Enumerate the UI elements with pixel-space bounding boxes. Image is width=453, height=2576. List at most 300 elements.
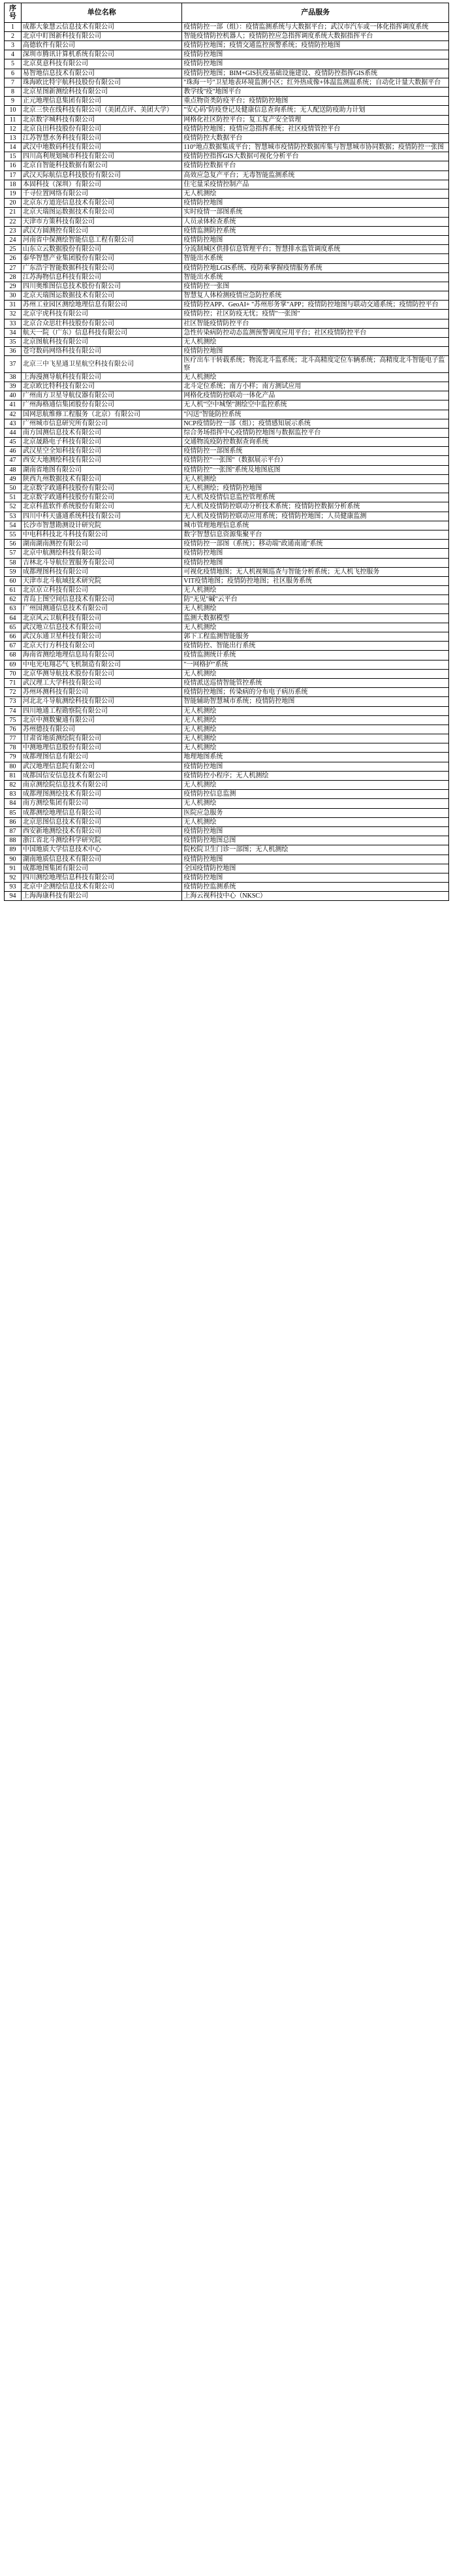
cell-product-service: 网格化社区防控平台；复工复产安全管理 bbox=[182, 115, 449, 124]
table-row bbox=[5, 642, 449, 651]
cell-index: 33 bbox=[5, 319, 22, 328]
table-row bbox=[5, 493, 449, 502]
table-row bbox=[5, 651, 449, 660]
cell-index: 23 bbox=[5, 226, 22, 235]
table-row bbox=[5, 604, 449, 613]
table-row bbox=[5, 235, 449, 244]
cell-index: 13 bbox=[5, 133, 22, 142]
table-row bbox=[5, 883, 449, 892]
cell-org-name: 河南省中保测绘智能信息工程有限公司 bbox=[22, 235, 182, 244]
cell-index: 76 bbox=[5, 725, 22, 734]
cell-product-service: 疫情防控小程序；无人机测绘 bbox=[182, 771, 449, 780]
table-row bbox=[5, 31, 449, 41]
table-row bbox=[5, 272, 449, 282]
cell-product-service: 郭下工程监测智能服务 bbox=[182, 632, 449, 642]
cell-product-service: 全国疫情防控地图 bbox=[182, 864, 449, 873]
cell-org-name: 四川中科天盛通系统科技有限公司 bbox=[22, 512, 182, 521]
cell-org-name: 中国地质大学信息技术中心 bbox=[22, 845, 182, 855]
table-row bbox=[5, 338, 449, 347]
cell-index: 17 bbox=[5, 171, 22, 180]
table-row bbox=[5, 892, 449, 901]
cell-product-service: 智能出水系统 bbox=[182, 272, 449, 282]
table-row bbox=[5, 263, 449, 272]
cell-org-name: 广州海格通信集团股份有限公司 bbox=[22, 400, 182, 410]
cell-product-service: 疫情防控地图 bbox=[182, 549, 449, 558]
table-row bbox=[5, 59, 449, 69]
cell-product-service: 院校院卫生门诊一部图；无人机测绘 bbox=[182, 845, 449, 855]
cell-org-name: 北京晟路电子科技有限公司 bbox=[22, 438, 182, 447]
cell-org-name: 成都国信安信息技术有限公司 bbox=[22, 771, 182, 780]
cell-product-service: 地理地图系统 bbox=[182, 753, 449, 762]
cell-index: 15 bbox=[5, 152, 22, 161]
cell-org-name: 北京京立科技有限公司 bbox=[22, 586, 182, 595]
table-row bbox=[5, 743, 449, 753]
table-row bbox=[5, 567, 449, 576]
cell-product-service: 疫情防控信息监测 bbox=[182, 790, 449, 799]
cell-org-name: 国网思航维修工程服务（北京）有限公司 bbox=[22, 410, 182, 419]
cell-product-service: 疫情防控地图；疫情交通监控预警系统；疫情防控地图 bbox=[182, 41, 449, 50]
table-row bbox=[5, 400, 449, 410]
cell-product-service: 无人机测绘 bbox=[182, 799, 449, 808]
cell-index: 65 bbox=[5, 623, 22, 632]
cell-index: 77 bbox=[5, 734, 22, 743]
cell-org-name: 南方测绘集团有限公司 bbox=[22, 799, 182, 808]
table-row bbox=[5, 106, 449, 115]
cell-index: 82 bbox=[5, 781, 22, 790]
table-row bbox=[5, 161, 449, 171]
cell-product-service: 疫情防控地图 bbox=[182, 50, 449, 59]
cell-product-service: 无人机测绘 bbox=[182, 781, 449, 790]
cell-index: 46 bbox=[5, 447, 22, 456]
cell-org-name: 广州南方卫星导航仪器有限公司 bbox=[22, 391, 182, 400]
cell-org-name: 北京数字城科技有限公司 bbox=[22, 115, 182, 124]
cell-product-service: 110°地点数据集成平台；智慧城市疫情防控数据库集与智慧城市协同数据；疫情防控一张图 bbox=[182, 143, 449, 152]
cell-org-name: 中测地理信息股份有限公司 bbox=[22, 743, 182, 753]
cell-product-service: 疫情防控地图总图 bbox=[182, 836, 449, 845]
table-row bbox=[5, 301, 449, 310]
cell-product-service: 无人机测绘 bbox=[182, 474, 449, 483]
table-row bbox=[5, 799, 449, 808]
cell-product-service: 疫情防控；社区防疫无忧；疫情"一张图" bbox=[182, 310, 449, 319]
cell-index: 26 bbox=[5, 254, 22, 263]
cell-product-service: 高效应急复产平台；无毒智能监测系统 bbox=[182, 171, 449, 180]
cell-product-service: 人员录体检查系统 bbox=[182, 217, 449, 226]
cell-index: 4 bbox=[5, 50, 22, 59]
table-row bbox=[5, 725, 449, 734]
cell-index: 89 bbox=[5, 845, 22, 855]
table-row bbox=[5, 688, 449, 697]
table-row bbox=[5, 41, 449, 50]
cell-org-name: 北京思图信息技术有限公司 bbox=[22, 817, 182, 826]
cell-index: 90 bbox=[5, 855, 22, 864]
cell-product-service: 疫情防控地图；疫情应急指挥系统；社区疫情管控平台 bbox=[182, 124, 449, 133]
table-row bbox=[5, 762, 449, 771]
cell-product-service: 疫情防控大数据平台 bbox=[182, 133, 449, 142]
cell-product-service: 无人机测绘 bbox=[182, 372, 449, 382]
table-body bbox=[5, 22, 449, 901]
cell-product-service: VIT疫情地图；疫情防控地图；社区服务系统 bbox=[182, 576, 449, 585]
table-row bbox=[5, 347, 449, 356]
table-row bbox=[5, 753, 449, 762]
cell-org-name: 广东浩宇智能数据科技有限公司 bbox=[22, 263, 182, 272]
cell-index: 30 bbox=[5, 291, 22, 301]
cell-product-service: 疫情防控指挥GIS大数据可视化分析平台 bbox=[182, 152, 449, 161]
cell-index: 10 bbox=[5, 106, 22, 115]
table-header-row bbox=[5, 3, 449, 23]
cell-index: 73 bbox=[5, 697, 22, 706]
table-row bbox=[5, 97, 449, 106]
cell-product-service: 交通物流疫防控数据查询系统 bbox=[182, 438, 449, 447]
cell-product-service: 疫情防控地图 bbox=[182, 855, 449, 864]
cell-index: 48 bbox=[5, 465, 22, 474]
cell-index: 51 bbox=[5, 493, 22, 502]
cell-product-service: 可视化疫情地图；无人机视频巡查与智能分析系统；无人机飞控服务 bbox=[182, 567, 449, 576]
cell-org-name: 北京数字政通科技股份有限公司 bbox=[22, 484, 182, 493]
cell-org-name: 吉林北斗导航位置服务有限公司 bbox=[22, 558, 182, 567]
column-header-org: 单位名称 bbox=[22, 3, 182, 23]
cell-product-service: 城市管理地理信息系统 bbox=[182, 521, 449, 530]
cell-index: 19 bbox=[5, 189, 22, 199]
cell-product-service: 无人机测绘 bbox=[182, 734, 449, 743]
cell-org-name: 天津市北斗航域技术研究院 bbox=[22, 576, 182, 585]
cell-index: 84 bbox=[5, 799, 22, 808]
cell-product-service: 无人机测绘 bbox=[182, 725, 449, 734]
cell-product-service: 疫情防控APP、GeoAI+ "苏州形务掌"APP；疫情防控地图与联动交通系统；疫情防控平台 bbox=[182, 301, 449, 310]
table-row bbox=[5, 254, 449, 263]
cell-index: 39 bbox=[5, 382, 22, 391]
cell-product-service: 无人机测绘 bbox=[182, 586, 449, 595]
cell-product-service: 重点物资类防疫平台；疫情防控地图 bbox=[182, 97, 449, 106]
cell-org-name: 陕西九州数据技术有限公司 bbox=[22, 474, 182, 483]
cell-index: 59 bbox=[5, 567, 22, 576]
table-row bbox=[5, 245, 449, 254]
cell-product-service: 无人机测绘 bbox=[182, 743, 449, 753]
cell-index: 56 bbox=[5, 540, 22, 549]
table-row bbox=[5, 474, 449, 483]
table-row bbox=[5, 382, 449, 391]
cell-index: 50 bbox=[5, 484, 22, 493]
cell-org-name: 河北北斗导航测绘科技有限公司 bbox=[22, 697, 182, 706]
cell-org-name: 成都理图科技有限公司 bbox=[22, 567, 182, 576]
table-row bbox=[5, 558, 449, 567]
table-row bbox=[5, 576, 449, 585]
table-row bbox=[5, 199, 449, 208]
cell-index: 49 bbox=[5, 474, 22, 483]
cell-org-name: 西安大地测绘科技有限公司 bbox=[22, 456, 182, 465]
cell-index: 2 bbox=[5, 31, 22, 41]
cell-index: 12 bbox=[5, 124, 22, 133]
table-row bbox=[5, 428, 449, 437]
cell-index: 60 bbox=[5, 576, 22, 585]
cell-product-service: 无人机测绘 bbox=[182, 338, 449, 347]
cell-org-name: 西安新地测绘技术有限公司 bbox=[22, 826, 182, 836]
cell-index: 45 bbox=[5, 438, 22, 447]
cell-product-service: 上海云视科技中心（NKSC） bbox=[182, 892, 449, 901]
cell-index: 34 bbox=[5, 328, 22, 337]
cell-product-service: 疫情派送巡情智能管控系统 bbox=[182, 678, 449, 687]
cell-index: 91 bbox=[5, 864, 22, 873]
cell-product-service: 防"无见"碱"云平台 bbox=[182, 595, 449, 604]
cell-product-service: 疫情防控一张图 bbox=[182, 282, 449, 291]
cell-org-name: 上海漫测导航科技有限公司 bbox=[22, 372, 182, 382]
cell-product-service: NCP疫情防控一部（组）；疫情感知展示系统 bbox=[182, 419, 449, 428]
table-row bbox=[5, 632, 449, 642]
cell-org-name: 浙江省北斗测绘科学研究院 bbox=[22, 836, 182, 845]
table-row bbox=[5, 873, 449, 882]
column-header-index: 序号 bbox=[5, 3, 22, 23]
cell-product-service: 疫情防控一部（组）：疫情监测系统与大数据平台；武汉市汽车或一体化指挥调度系统 bbox=[182, 22, 449, 31]
document-sheet bbox=[0, 0, 453, 905]
cell-product-service: 智能疫情防控机器人；疫情防控应急指挥调度系统大数据指挥平台 bbox=[182, 31, 449, 41]
cell-index: 36 bbox=[5, 347, 22, 356]
table-row bbox=[5, 623, 449, 632]
cell-org-name: 武汉星空全知科技有限公司 bbox=[22, 447, 182, 456]
table-row bbox=[5, 530, 449, 539]
cell-index: 71 bbox=[5, 678, 22, 687]
cell-org-name: 北京数字政通科技股份有限公司 bbox=[22, 493, 182, 502]
table-row bbox=[5, 180, 449, 189]
table-row bbox=[5, 391, 449, 400]
cell-org-name: 武汉地立信息技术有限公司 bbox=[22, 623, 182, 632]
cell-index: 40 bbox=[5, 391, 22, 400]
cell-product-service: 疫情防控地图 bbox=[182, 873, 449, 882]
cell-index: 32 bbox=[5, 310, 22, 319]
table-row bbox=[5, 771, 449, 780]
table-row bbox=[5, 715, 449, 725]
column-header-product: 产品服务 bbox=[182, 3, 449, 23]
cell-index: 37 bbox=[5, 356, 22, 372]
cell-product-service: 疫情防控一部图系统 bbox=[182, 447, 449, 456]
cell-org-name: 武汉天际航信息科技股份有限公司 bbox=[22, 171, 182, 180]
cell-index: 92 bbox=[5, 873, 22, 882]
cell-product-service: 数字智慧信息资源集聚平台 bbox=[182, 530, 449, 539]
cell-org-name: 北京中测数聚通有限公司 bbox=[22, 715, 182, 725]
cell-org-name: 北京莫意科技有限公司 bbox=[22, 59, 182, 69]
cell-org-name: 北京东方道迩信息技术有限公司 bbox=[22, 199, 182, 208]
cell-org-name: 深圳市腾讯计算机系统有限公司 bbox=[22, 50, 182, 59]
cell-index: 21 bbox=[5, 208, 22, 217]
table-row bbox=[5, 484, 449, 493]
cell-org-name: 武汉地理信息院有限公司 bbox=[22, 762, 182, 771]
cell-index: 75 bbox=[5, 715, 22, 725]
cell-org-name: 泰华智慧产业集团股份有限公司 bbox=[22, 254, 182, 263]
cell-product-service: 智能出水系统 bbox=[182, 254, 449, 263]
cell-org-name: 北京风云卫航科技有限公司 bbox=[22, 613, 182, 623]
table-row bbox=[5, 817, 449, 826]
cell-product-service: 实时疫情一部图系统 bbox=[182, 208, 449, 217]
cell-org-name: 成都地图集团有限公司 bbox=[22, 864, 182, 873]
cell-index: 62 bbox=[5, 595, 22, 604]
table-row bbox=[5, 226, 449, 235]
table-row bbox=[5, 208, 449, 217]
cell-product-service: 疫情防控监测系统 bbox=[182, 883, 449, 892]
cell-product-service: 疫情防控地图 bbox=[182, 826, 449, 836]
cell-org-name: 广州国测通信息技术有限公司 bbox=[22, 604, 182, 613]
cell-org-name: 本固科技（深圳）有限公司 bbox=[22, 180, 182, 189]
cell-index: 94 bbox=[5, 892, 22, 901]
cell-product-service: 疫情监测统计系统 bbox=[182, 651, 449, 660]
cell-product-service: "珠海一号"卫星地表环境监测小区；红外热成像+体温监测温系统；自动化计量大数据平台 bbox=[182, 78, 449, 87]
cell-org-name: 北京图航科技有限公司 bbox=[22, 338, 182, 347]
table-row bbox=[5, 356, 449, 372]
cell-org-name: 江苏智慧水务科技有限公司 bbox=[22, 133, 182, 142]
cell-product-service: 疫情防控地图 bbox=[182, 199, 449, 208]
table-row bbox=[5, 706, 449, 715]
cell-org-name: 中电光电翔芯气飞机制造有限公司 bbox=[22, 660, 182, 669]
cell-index: 66 bbox=[5, 632, 22, 642]
table-row bbox=[5, 419, 449, 428]
cell-product-service: 疫情防控数据平台 bbox=[182, 161, 449, 171]
cell-index: 70 bbox=[5, 669, 22, 678]
cell-product-service: 急性传染病防控动态监测预警调度应用平台；社区疫情防控平台 bbox=[182, 328, 449, 337]
cell-product-service: 社区智能疫情防控平台 bbox=[182, 319, 449, 328]
table-row bbox=[5, 22, 449, 31]
cell-org-name: 北京合众思壮科技股份有限公司 bbox=[22, 319, 182, 328]
cell-index: 3 bbox=[5, 41, 22, 50]
cell-product-service: 疫情防控一部图（系统）；移动端"政通南通"系统 bbox=[182, 540, 449, 549]
table-row bbox=[5, 69, 449, 78]
cell-product-service: 无人机测绘 bbox=[182, 715, 449, 725]
table-row bbox=[5, 133, 449, 142]
cell-org-name: 中电科科技北斗科技有限公司 bbox=[22, 530, 182, 539]
cell-index: 24 bbox=[5, 235, 22, 244]
cell-org-name: 苍穹数码网络科技有限公司 bbox=[22, 347, 182, 356]
table-row bbox=[5, 697, 449, 706]
cell-product-service: 分流制城区供排信息管理平台；智慧排水监管调度系统 bbox=[182, 245, 449, 254]
table-row bbox=[5, 87, 449, 96]
cell-index: 67 bbox=[5, 642, 22, 651]
cell-index: 29 bbox=[5, 282, 22, 291]
table-row bbox=[5, 115, 449, 124]
cell-org-name: 成都理图测绘技术有限公司 bbox=[22, 790, 182, 799]
cell-org-name: 北京欧比特科技有限公司 bbox=[22, 382, 182, 391]
cell-product-service: 无人机及疫情信息监控管理系统 bbox=[182, 493, 449, 502]
cell-product-service: 智能辅助智慧城市系统；疫情防控地图 bbox=[182, 697, 449, 706]
table-row bbox=[5, 521, 449, 530]
cell-index: 16 bbox=[5, 161, 22, 171]
cell-org-name: 苏州德技有限公司 bbox=[22, 725, 182, 734]
cell-index: 1 bbox=[5, 22, 22, 31]
table-row bbox=[5, 586, 449, 595]
cell-index: 38 bbox=[5, 372, 22, 382]
cell-product-service: 住宅量采疫情控制产品 bbox=[182, 180, 449, 189]
table-row bbox=[5, 512, 449, 521]
cell-org-name: 苏州环测科技有限公司 bbox=[22, 688, 182, 697]
table-row bbox=[5, 372, 449, 382]
table-row bbox=[5, 855, 449, 864]
table-row bbox=[5, 549, 449, 558]
cell-org-name: 北京中航测绘科技有限公司 bbox=[22, 549, 182, 558]
cell-index: 8 bbox=[5, 87, 22, 96]
cell-index: 52 bbox=[5, 502, 22, 512]
cell-org-name: 山东立云数据股份有限公司 bbox=[22, 245, 182, 254]
cell-index: 42 bbox=[5, 410, 22, 419]
cell-product-service: 疫情防控地图 bbox=[182, 235, 449, 244]
table-row bbox=[5, 836, 449, 845]
cell-index: 78 bbox=[5, 743, 22, 753]
cell-index: 86 bbox=[5, 817, 22, 826]
table-row bbox=[5, 864, 449, 873]
table-row bbox=[5, 291, 449, 301]
cell-index: 25 bbox=[5, 245, 22, 254]
cell-org-name: 湖南湖南测控有限公司 bbox=[22, 540, 182, 549]
table-row bbox=[5, 678, 449, 687]
cell-org-name: 北京自智能科技数据有限公司 bbox=[22, 161, 182, 171]
cell-product-service: 疫情监测防控系统 bbox=[182, 226, 449, 235]
cell-index: 22 bbox=[5, 217, 22, 226]
cell-org-name: 北京天行方科技有限公司 bbox=[22, 642, 182, 651]
table-row bbox=[5, 217, 449, 226]
table-row bbox=[5, 669, 449, 678]
cell-product-service: 教学线"疫"地图平台 bbox=[182, 87, 449, 96]
cell-org-name: 武汉方圆测控有限公司 bbox=[22, 226, 182, 235]
cell-org-name: 四川测绘地理信息科技有限公司 bbox=[22, 873, 182, 882]
cell-org-name: 湖南地质信息技术有限公司 bbox=[22, 855, 182, 864]
cell-org-name: 海南省测绘地理信息局有限公司 bbox=[22, 651, 182, 660]
cell-product-service: 疫情防控"一张图"（数据展示平台） bbox=[182, 456, 449, 465]
cell-index: 81 bbox=[5, 771, 22, 780]
table-row bbox=[5, 189, 449, 199]
cell-index: 44 bbox=[5, 428, 22, 437]
table-row bbox=[5, 447, 449, 456]
table-row bbox=[5, 50, 449, 59]
cell-product-service: 疫情防控地图 bbox=[182, 59, 449, 69]
cell-product-service: 无人机测绘；疫情防控地图 bbox=[182, 484, 449, 493]
table-row bbox=[5, 171, 449, 180]
cell-index: 74 bbox=[5, 706, 22, 715]
table-row bbox=[5, 845, 449, 855]
cell-index: 35 bbox=[5, 338, 22, 347]
cell-product-service: 无人机测绘 bbox=[182, 604, 449, 613]
cell-index: 72 bbox=[5, 688, 22, 697]
table-row bbox=[5, 781, 449, 790]
table-row bbox=[5, 438, 449, 447]
cell-index: 11 bbox=[5, 115, 22, 124]
table-row bbox=[5, 613, 449, 623]
table-row bbox=[5, 595, 449, 604]
cell-product-service: 监测大数据模型 bbox=[182, 613, 449, 623]
cell-product-service: 无人机及疫情防控联动分析技术系统；疫情防控数据分析系统 bbox=[182, 502, 449, 512]
table-row bbox=[5, 465, 449, 474]
cell-org-name: 四川奥维图信息技术股份有限公司 bbox=[22, 282, 182, 291]
cell-index: 43 bbox=[5, 419, 22, 428]
cell-product-service: 无人机测绘 bbox=[182, 669, 449, 678]
table-row bbox=[5, 456, 449, 465]
cell-product-service: "一网格护"系统 bbox=[182, 660, 449, 669]
cell-org-name: 北京天瑞图运数据技术有限公司 bbox=[22, 208, 182, 217]
cell-index: 53 bbox=[5, 512, 22, 521]
table-row bbox=[5, 826, 449, 836]
table-row bbox=[5, 790, 449, 799]
cell-index: 28 bbox=[5, 272, 22, 282]
cell-product-service: "闪送"智能防控系统 bbox=[182, 410, 449, 419]
cell-index: 85 bbox=[5, 808, 22, 817]
table-row bbox=[5, 152, 449, 161]
cell-index: 5 bbox=[5, 59, 22, 69]
cell-product-service: "安心码"防疫登记及健康信息查询系统；无人配送防疫助力计划 bbox=[182, 106, 449, 115]
cell-product-service: 无人机测绘 bbox=[182, 189, 449, 199]
cell-product-service: 疫情防控地图 bbox=[182, 558, 449, 567]
cell-product-service: 疫情防控地图 bbox=[182, 347, 449, 356]
cell-product-service: 无人机测绘 bbox=[182, 706, 449, 715]
cell-org-name: 成都大象慧云信息技术有限公司 bbox=[22, 22, 182, 31]
table-row bbox=[5, 310, 449, 319]
cell-org-name: 武汉理工大学科技有限公司 bbox=[22, 678, 182, 687]
cell-org-name: 成都理图信息有限公司 bbox=[22, 753, 182, 762]
cell-product-service: 无人机测绘 bbox=[182, 623, 449, 632]
cell-org-name: 北京宇虎科技有限公司 bbox=[22, 310, 182, 319]
cell-index: 18 bbox=[5, 180, 22, 189]
